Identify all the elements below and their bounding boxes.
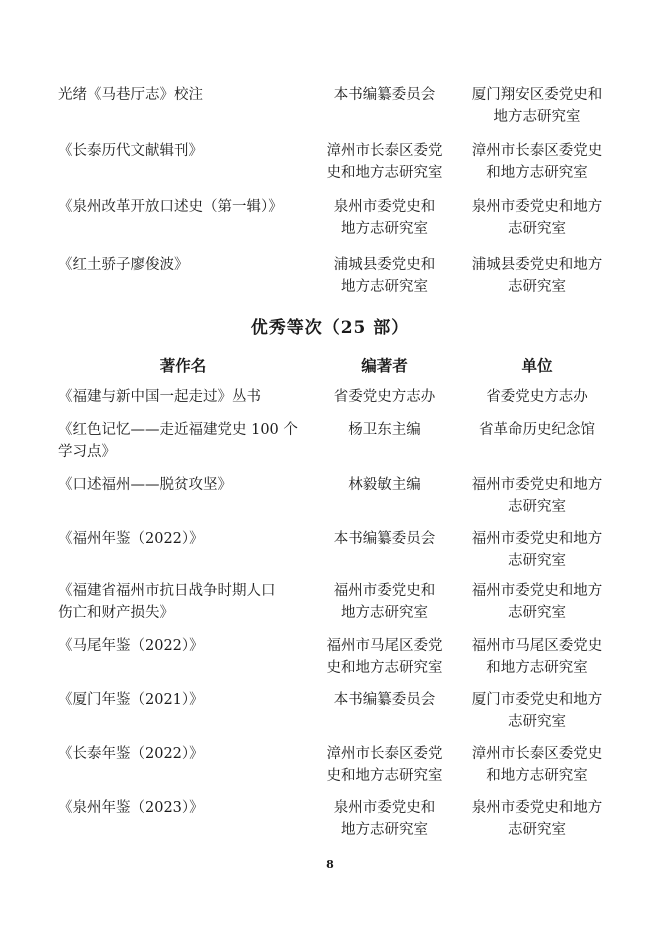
table-row	[0, 419, 660, 479]
section-title: 优秀等次（25 部）	[250, 318, 410, 338]
book-title: 《福建与新中国一起走过》丛书	[58, 389, 261, 405]
book-unit: 泉州市委党史和地方 志研究室	[471, 199, 603, 237]
table-row	[0, 528, 660, 588]
table-row	[0, 254, 660, 314]
book-author: 福州市委党史和 地方志研究室	[333, 583, 436, 621]
table-row	[0, 140, 660, 200]
book-unit: 福州市委党史和地方 志研究室	[471, 531, 603, 569]
book-title: 《口述福州——脱贫攻坚》	[58, 477, 232, 493]
header-author: 编著者	[361, 356, 408, 375]
book-title: 《泉州年鉴（2023）》	[58, 800, 204, 816]
table-row	[0, 689, 660, 749]
book-unit: 福州市委党史和地方 志研究室	[471, 477, 603, 515]
book-title: 《红土骄子廖俊波》	[58, 257, 189, 273]
page-number: 8	[326, 858, 334, 871]
book-unit: 省革命历史纪念馆	[479, 422, 595, 438]
header-unit: 单位	[521, 356, 553, 375]
book-author: 杨卫东主编	[348, 422, 421, 438]
book-unit: 漳州市长泰区委党史 和地方志研究室	[471, 143, 603, 181]
book-author: 泉州市委党史和 地方志研究室	[333, 199, 436, 237]
table-header	[0, 354, 660, 380]
book-unit: 厦门翔安区委党史和 地方志研究室	[471, 87, 603, 125]
book-title: 光绪《马巷厅志》校注	[58, 87, 203, 103]
book-author: 林毅敏主编	[348, 477, 421, 493]
table-row	[0, 196, 660, 256]
table-row	[0, 580, 660, 640]
book-unit: 漳州市长泰区委党史 和地方志研究室	[471, 746, 603, 784]
header-title: 著作名	[159, 356, 207, 375]
table-row	[0, 635, 660, 695]
book-title: 《厦门年鉴（2021）》	[58, 692, 204, 708]
book-title: 《长泰年鉴（2022）》	[58, 746, 204, 762]
book-title: 《长泰历代文献辑刊》	[58, 143, 203, 159]
book-title: 《马尾年鉴（2022）》	[58, 638, 204, 654]
book-title: 《福州年鉴（2022）》	[58, 531, 204, 547]
book-author: 福州市马尾区委党 史和地方志研究室	[326, 638, 443, 676]
book-author: 本书编纂委员会	[333, 692, 436, 708]
book-author: 本书编纂委员会	[333, 531, 436, 547]
book-author: 漳州市长泰区委党 史和地方志研究室	[326, 746, 443, 784]
book-unit: 福州市委党史和地方 志研究室	[471, 583, 603, 621]
table-row	[0, 474, 660, 534]
book-author: 泉州市委党史和 地方志研究室	[333, 800, 436, 838]
book-unit: 泉州市委党史和地方 志研究室	[471, 800, 603, 838]
book-unit: 省委党史方志办	[486, 389, 588, 405]
book-unit: 福州市马尾区委党史 和地方志研究室	[471, 638, 603, 676]
book-unit: 厦门市委党史和地方 志研究室	[471, 692, 603, 730]
book-author: 浦城县委党史和 地方志研究室	[333, 257, 436, 295]
book-author: 省委党史方志办	[333, 389, 436, 405]
book-author: 本书编纂委员会	[333, 87, 436, 103]
book-title: 《福建省福州市抗日战争时期人口 伤亡和财产损失》	[58, 583, 276, 621]
book-title: 《红色记忆——走近福建党史 100 个 学习点》	[58, 422, 298, 460]
book-title: 《泉州改革开放口述史（第一辑）》	[58, 199, 283, 215]
table-row	[0, 743, 660, 803]
table-row	[0, 84, 660, 144]
book-unit: 浦城县委党史和地方 志研究室	[471, 257, 603, 295]
book-author: 漳州市长泰区委党 史和地方志研究室	[326, 143, 443, 181]
table-row	[0, 797, 660, 857]
